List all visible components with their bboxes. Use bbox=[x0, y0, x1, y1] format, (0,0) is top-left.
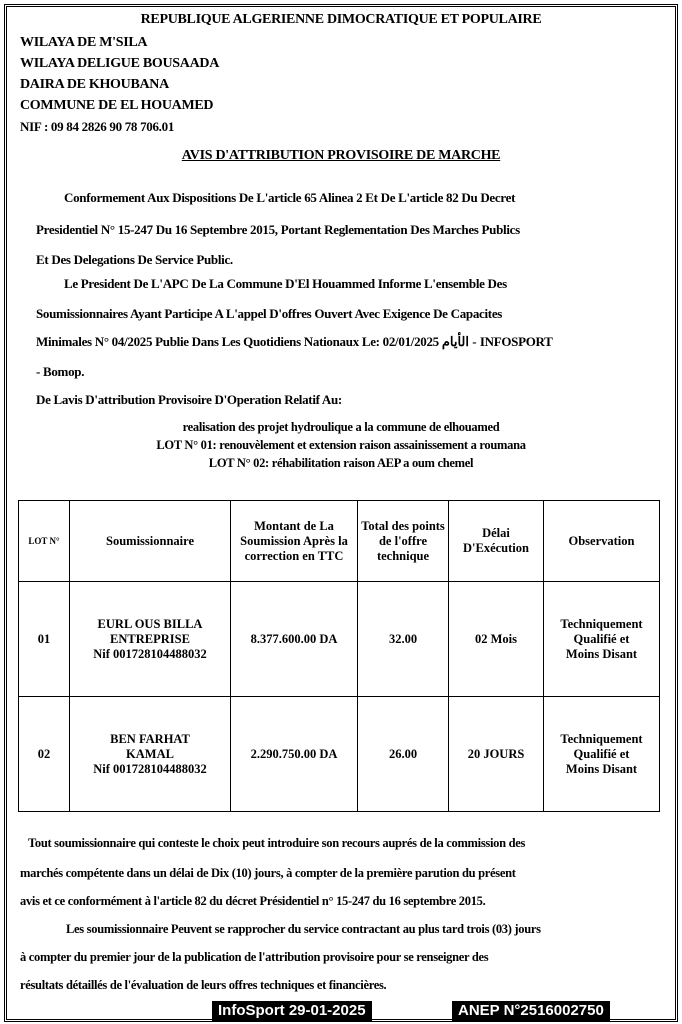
closing-line: marchés compétente dans un délai de Dix (10) jours, à compter de la première parution du présent bbox=[20, 866, 516, 880]
commune: COMMUNE DE EL HOUAMED bbox=[20, 98, 214, 113]
col-points: Total des points de l'offre technique bbox=[358, 501, 449, 582]
col-delai: Délai D'Exécution bbox=[449, 501, 544, 582]
bidder bbox=[70, 697, 231, 812]
obs-line: Moins Disant bbox=[565, 761, 638, 776]
col-observation: Observation bbox=[544, 501, 660, 582]
project-lot-2: LOT N° 02: réhabilitation raison AEP a oum chemel bbox=[208, 456, 474, 470]
intro-line: Conformement Aux Dispositions De L'article 65 Alinea 2 Et De L'article 82 Du Decret bbox=[64, 190, 516, 205]
observation bbox=[544, 582, 660, 697]
obs-line: Qualifié et bbox=[573, 746, 630, 761]
points: 26.00 bbox=[358, 697, 449, 812]
closing-line: à compter du premier jour de la publication de l'attribution provisoire pour se renseigner des bbox=[20, 950, 489, 964]
wilaya-deleguee: WILAYA DELIGUE BOUSAADA bbox=[20, 56, 220, 71]
obs-line: Techniquement bbox=[560, 616, 643, 631]
intro-line: Le President De L'APC De La Commune D'El Houammed Informe L'ensemble Des bbox=[64, 276, 507, 291]
bidder-name: BEN FARHAT bbox=[110, 731, 190, 746]
attribution-table bbox=[18, 500, 660, 812]
obs-line: Qualifié et bbox=[573, 631, 630, 646]
intro-line: Minimales N° 04/2025 Publie Dans Les Quotidiens Nationaux Le: 02/01/2025 الأيام - INFOSPORT bbox=[36, 334, 553, 349]
obs-line: Moins Disant bbox=[565, 646, 638, 661]
amount: 8.377.600.00 DA bbox=[231, 582, 358, 697]
intro-line: - Bomop. bbox=[36, 364, 85, 379]
closing-line: Les soumissionnaire Peuvent se rapprocher du service contractant au plus tard trois (03) jours bbox=[66, 922, 541, 936]
closing-line: résultats détaillés de l'évaluation de leurs offres techniques et financières. bbox=[20, 978, 387, 992]
intro-line: De Lavis D'attribution Provisoire D'Operation Relatif Au: bbox=[36, 392, 342, 407]
lot-number: 01 bbox=[19, 582, 70, 697]
amount: 2.290.750.00 DA bbox=[231, 697, 358, 812]
closing-line: avis et ce conformément à l'article 82 du décret Présidentiel n° 15-247 du 16 septembre 2015. bbox=[20, 894, 486, 908]
document-title: AVIS D'ATTRIBUTION PROVISOIRE DE MARCHE bbox=[181, 148, 501, 163]
intro-line: Et Des Delegations De Service Public. bbox=[36, 252, 233, 267]
col-soumissionnaire: Soumissionnaire bbox=[70, 501, 231, 582]
bidder-name: ENTREPRISE bbox=[110, 631, 190, 646]
table-row bbox=[19, 582, 660, 697]
daira: DAIRA DE KHOUBANA bbox=[20, 77, 169, 92]
intro-line: Presidentiel N° 15-247 Du 16 Septembre 2015, Portant Reglementation Des Marches Publics bbox=[36, 222, 520, 237]
publication-tag: InfoSport 29-01-2025 bbox=[212, 1001, 372, 1021]
lot-number: 02 bbox=[19, 697, 70, 812]
obs-line: Techniquement bbox=[560, 731, 643, 746]
republic-heading: REPUBLIQUE ALGERIENNE DIMOCRATIQUE ET POPULAIRE bbox=[140, 12, 542, 27]
table-row bbox=[19, 697, 660, 812]
points: 32.00 bbox=[358, 582, 449, 697]
project-line: realisation des projet hydroulique a la commune de elhouamed bbox=[182, 420, 500, 434]
bidder-name: EURL OUS BILLA bbox=[97, 616, 203, 631]
project-lot-1: LOT N° 01: renouvèlement et extension raison assainissement a roumana bbox=[156, 438, 526, 452]
table-header-row bbox=[19, 501, 660, 582]
bidder-nif: Nif 001728104488032 bbox=[93, 646, 207, 661]
bidder-name: KAMAL bbox=[126, 746, 174, 761]
wilaya: WILAYA DE M'SILA bbox=[20, 35, 148, 50]
intro-line: Soumissionnaires Ayant Participe A L'appel D'offres Ouvert Avec Exigence De Capacites bbox=[36, 306, 503, 321]
closing-line: Tout soumissionnaire qui conteste le choix peut introduire son recours auprés de la commission des bbox=[28, 836, 526, 850]
delay: 02 Mois bbox=[449, 582, 544, 697]
delay: 20 JOURS bbox=[449, 697, 544, 812]
anep-tag: ANEP N°2516002750 bbox=[452, 1001, 610, 1021]
observation bbox=[544, 697, 660, 812]
col-lot: LOT N° bbox=[19, 501, 70, 582]
bidder bbox=[70, 582, 231, 697]
bidder-nif: Nif 001728104488032 bbox=[93, 761, 207, 776]
nif: NIF : 09 84 2826 90 78 706.01 bbox=[20, 119, 175, 134]
col-montant: Montant de La Soumission Après la correction en TTC bbox=[231, 501, 358, 582]
